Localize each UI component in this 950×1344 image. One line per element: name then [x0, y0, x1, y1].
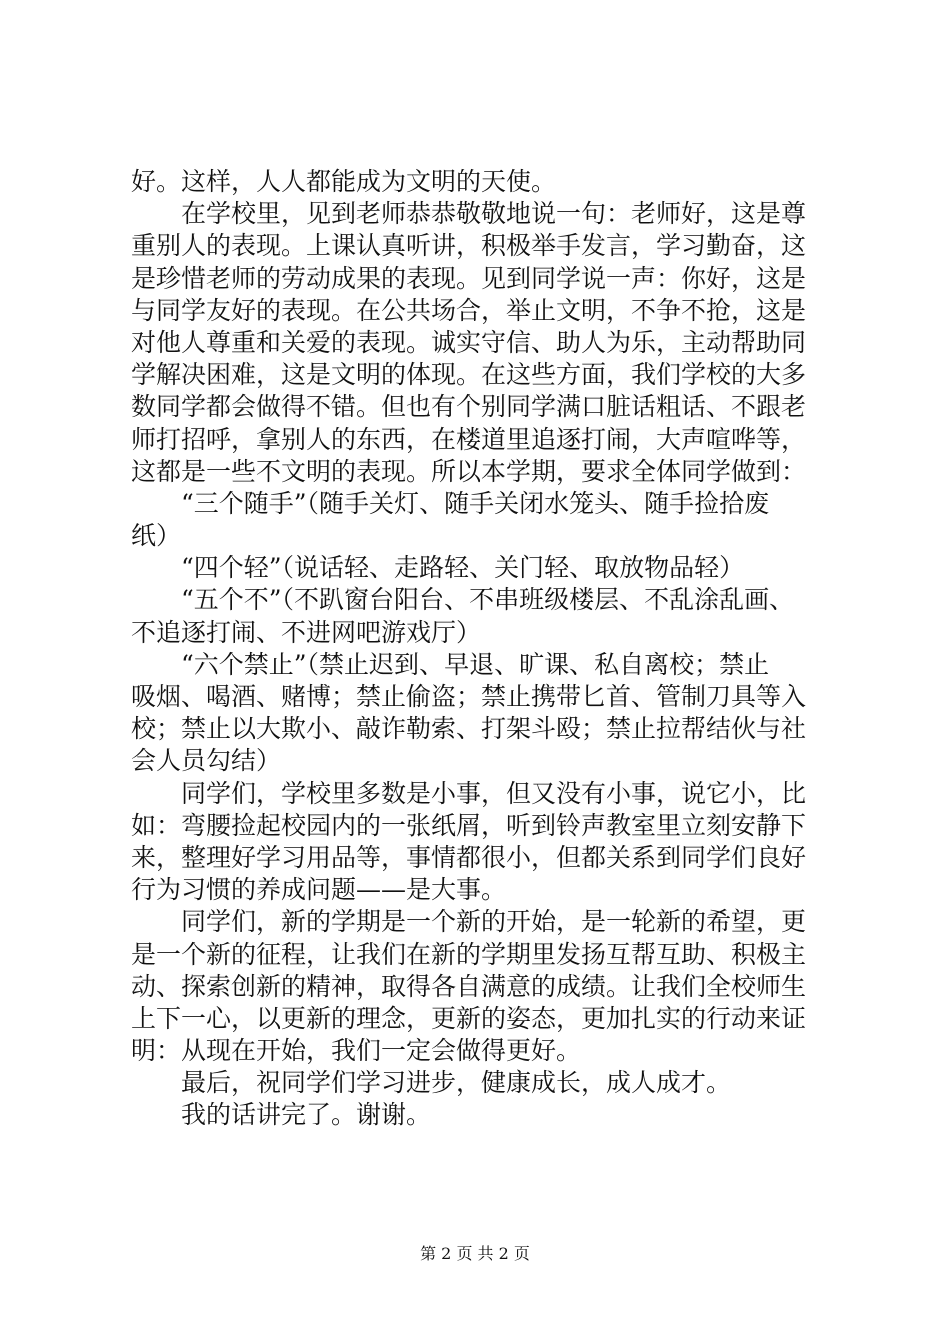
text-line: 明：从现在开始，我们一定会做得更好。 — [131, 1036, 582, 1066]
text-line: 是一个新的征程，让我们在新的学期里发扬互帮互助、积极主 — [131, 939, 807, 969]
text-line: 师打招呼，拿别人的东西，在楼道里追逐打闹，大声喧哗等， — [131, 424, 807, 454]
text-line: 上下一心，以更新的理念，更新的姿态，更加扎实的行动来证 — [131, 1003, 807, 1033]
page-number-label: 第 2 页 共 2 页 — [420, 1244, 530, 1263]
text-line: 动、探索创新的精神，取得各自满意的成绩。让我们全校师生 — [131, 971, 807, 1001]
text-line: 对他人尊重和关爱的表现。诚实守信、助人为乐，主动帮助同 — [131, 327, 807, 357]
text-line: 我的话讲完了。谢谢。 — [131, 1100, 432, 1130]
text-line: 校；禁止以大欺小、敲诈勒索、打架斗殴；禁止拉帮结伙与社 — [131, 714, 807, 744]
text-line: 是珍惜老师的劳动成果的表现。见到同学说一声：你好，这是 — [131, 263, 807, 293]
document-body — [131, 166, 835, 1132]
text-line: 会人员勾结） — [131, 746, 282, 776]
text-line: 好。这样，人人都能成为文明的天使。 — [131, 167, 557, 196]
text-line: 同学们，学校里多数是小事，但又没有小事，说它小，比 — [131, 778, 807, 808]
text-line: 来，整理好学习用品等，事情都很小，但都关系到同学们良好 — [131, 842, 807, 872]
text-line: 重别人的表现。上课认真听讲，积极举手发言，学习勤奋，这 — [131, 231, 807, 261]
text-line: 数同学都会做得不错。但也有个别同学满口脏话粗话、不跟老 — [131, 392, 807, 422]
text-line: 吸烟、喝酒、赌博；禁止偷盗；禁止携带匕首、管制刀具等入 — [131, 682, 807, 711]
text-line: “四个轻”（说话轻、走路轻、关门轻、取放物品轻） — [131, 553, 745, 583]
text-line: 与同学友好的表现。在公共场合，举止文明，不争不抢，这是 — [131, 295, 807, 325]
text-line: 最后，祝同学们学习进步，健康成长，成人成才。 — [131, 1068, 732, 1098]
text-line: “五个不”（不趴窗台阳台、不串班级楼层、不乱涂乱画、 — [131, 585, 795, 615]
text-line: 纸） — [131, 521, 182, 551]
text-line: 同学们，新的学期是一个新的开始，是一轮新的希望，更 — [131, 907, 807, 937]
text-line: 在学校里，见到老师恭恭敬敬地说一句：老师好，这是尊 — [131, 199, 807, 229]
page-footer — [0, 1244, 950, 1264]
text-line: “六个禁止”（禁止迟到、早退、旷课、私自离校；禁止 — [131, 649, 770, 679]
text-line: “三个随手”（随手关灯、随手关闭水笼头、随手捡拾废 — [131, 488, 770, 518]
text-line: 如：弯腰捡起校园内的一张纸屑，听到铃声教室里立刻安静下 — [131, 810, 807, 840]
text-line: 行为习惯的养成问题——是大事。 — [131, 875, 507, 905]
text-line: 这都是一些不文明的表现。所以本学期，要求全体同学做到： — [131, 456, 807, 486]
text-line: 不追逐打闹、不进网吧游戏厅） — [131, 617, 482, 647]
text-line: 学解决困难，这是文明的体现。在这些方面，我们学校的大多 — [131, 360, 807, 390]
